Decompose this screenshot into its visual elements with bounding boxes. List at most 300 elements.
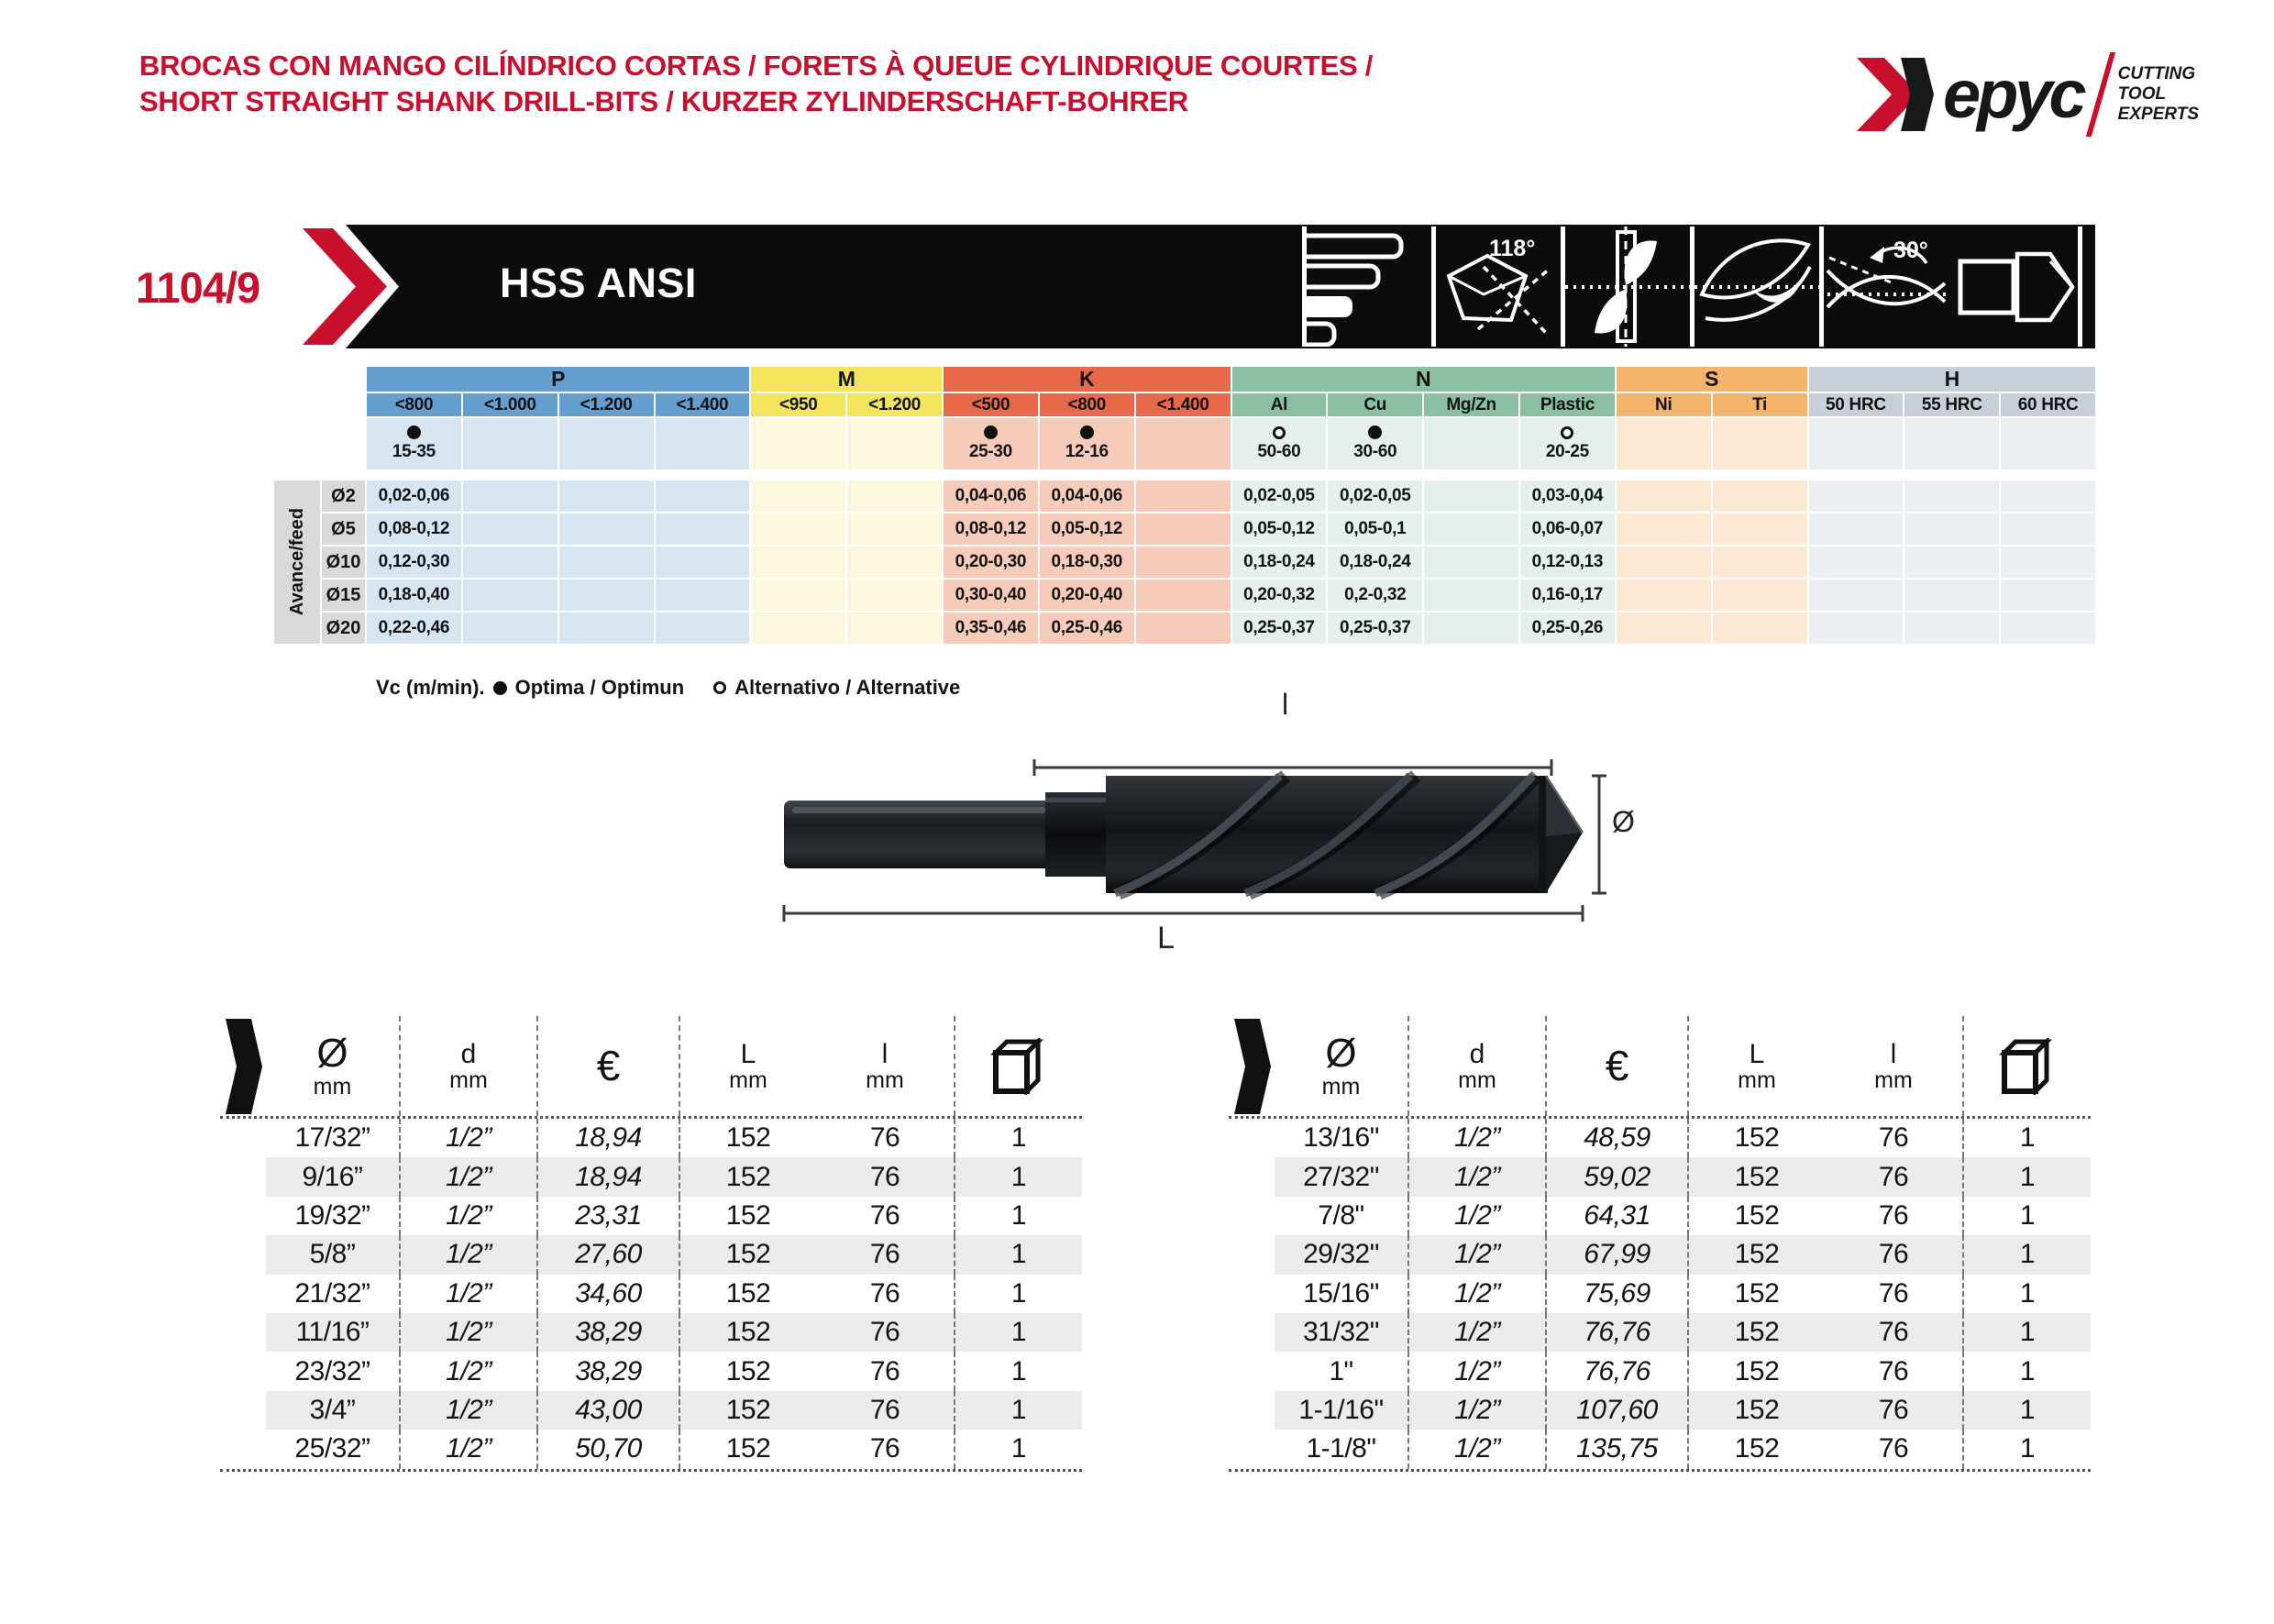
feed-cell: 0,05-0,12	[1040, 514, 1134, 545]
feed-cell	[1904, 613, 1999, 644]
page-title-line1: BROCAS CON MANGO CILÍNDRICO CORTAS / FORETS À QUEUE CYLINDRIQUE COURTES /	[139, 50, 1374, 82]
shank-value: 1/2”	[1407, 1430, 1545, 1468]
price-row	[1229, 1430, 2091, 1468]
feed-cell: 0,35-0,46	[944, 613, 1038, 644]
feed-cell	[2001, 580, 2095, 611]
feed-cell	[656, 481, 750, 512]
qty-value: 1	[954, 1275, 1082, 1313]
vc-cell	[2001, 418, 2095, 470]
feed-cell: 0,18-0,24	[1232, 547, 1327, 578]
feed-cell	[1713, 514, 1807, 545]
feed-cell	[1136, 613, 1231, 644]
flute-value: 76	[816, 1157, 954, 1196]
feed-cell: 0,30-0,40	[944, 580, 1038, 611]
flute-value: 76	[1878, 1122, 1909, 1154]
material-subheader-row	[367, 393, 2095, 416]
row-spacer	[1229, 1119, 1275, 1157]
length-value: 152	[1687, 1352, 1825, 1390]
diameter-value: 1-1/8"	[1306, 1433, 1376, 1464]
subheader-cell: <1.400	[656, 393, 750, 416]
price-row	[220, 1391, 1082, 1430]
header-chevron	[1229, 1016, 1275, 1116]
vc-cell: 50-60	[1232, 418, 1327, 470]
diameter-label-Ø20: Ø20	[322, 613, 365, 644]
diameter-value: 27/32"	[1275, 1157, 1407, 1196]
feed-cell	[1809, 580, 1904, 611]
price-value: 107,60	[1545, 1391, 1687, 1430]
price-value: 34,60	[536, 1275, 679, 1313]
subheader-cell: <1.200	[559, 393, 654, 416]
length-value: 152	[1687, 1197, 1825, 1235]
vc-cell	[463, 418, 557, 470]
feed-cell	[463, 613, 557, 644]
price-row	[220, 1430, 1082, 1468]
vc-cell	[1136, 418, 1231, 470]
price-row	[220, 1119, 1082, 1157]
row-spacer	[1229, 1391, 1275, 1430]
feed-cell: 0,25-0,26	[1520, 613, 1615, 644]
feed-cell: 0,16-0,17	[1520, 580, 1615, 611]
qty-value: 1	[954, 1391, 1082, 1430]
length-value: 152	[679, 1157, 816, 1196]
feed-cell	[1424, 481, 1518, 512]
feed-cell: 0,03-0,04	[1520, 481, 1615, 512]
header-price: €	[536, 1016, 679, 1116]
feed-cell	[656, 547, 750, 578]
feed-row	[367, 547, 2095, 578]
size-range-icon	[1307, 226, 1431, 347]
shank-value: 1/2”	[399, 1157, 536, 1196]
flute-value: 76	[1825, 1157, 1962, 1196]
header-length: L mm	[1687, 1016, 1825, 1116]
qty-value: 1	[954, 1352, 1082, 1390]
list-chevron-icon	[224, 1019, 262, 1114]
feed-cell	[1713, 580, 1807, 611]
feed-row	[367, 481, 2095, 512]
feed-cell: 0,04-0,06	[944, 481, 1038, 512]
price-row	[220, 1197, 1082, 1235]
header-shank: d mm	[399, 1016, 536, 1116]
logo-wordmark: epyc	[1943, 56, 2083, 132]
price-value: 18,94	[536, 1119, 679, 1157]
feed-cell: 0,2-0,32	[1328, 580, 1422, 611]
feed-cell: 0,22-0,46	[367, 613, 461, 644]
header-chevron	[220, 1016, 266, 1116]
feed-cell: 0,05-0,1	[1328, 514, 1422, 545]
price-row	[220, 1235, 1082, 1274]
diameter-value: 29/32"	[1275, 1235, 1407, 1274]
svg-text:118°: 118°	[1489, 236, 1536, 261]
feed-cell	[463, 547, 557, 578]
price-row	[1229, 1197, 2091, 1235]
subheader-cell: <1.400	[1136, 393, 1231, 416]
feed-cell	[559, 547, 654, 578]
logo-tagline: CUTTING TOOL EXPERTS	[2117, 64, 2200, 124]
product-name: HSS ANSI	[500, 260, 697, 306]
row-spacer	[1229, 1275, 1275, 1313]
svg-text:30°: 30°	[1893, 238, 1928, 263]
feed-cell	[751, 613, 845, 644]
feed-cell	[463, 580, 557, 611]
helix-angle-icon	[1824, 226, 1948, 347]
alternative-dot-icon	[1561, 426, 1573, 439]
row-spacer	[1229, 1197, 1275, 1235]
length-value: 152	[679, 1119, 816, 1157]
speed-legend	[376, 676, 960, 700]
header-shank: d mm	[1407, 1016, 1545, 1116]
optima-dot-icon	[493, 681, 507, 695]
feed-cell	[656, 613, 750, 644]
vc-cell	[656, 418, 750, 470]
iso-group-K: K	[944, 367, 1231, 392]
vc-cell: 15-35	[367, 418, 461, 470]
header-price: €	[1545, 1016, 1687, 1116]
feed-cell: 0,02-0,05	[1328, 481, 1422, 512]
qty-value: 1	[1962, 1235, 2091, 1274]
price-row	[220, 1313, 1082, 1352]
subheader-cell: Mg/Zn	[1424, 393, 1518, 416]
panel-divider	[1690, 226, 1694, 347]
package-qty-icon	[990, 1038, 1047, 1095]
row-spacer	[1229, 1352, 1275, 1390]
flute-value: 76	[869, 1199, 900, 1231]
feed-axis-label: Avance/feed	[274, 481, 320, 644]
vc-row	[367, 418, 2095, 470]
shank-value: 1/2”	[399, 1235, 536, 1274]
row-spacer	[220, 1119, 266, 1157]
feed-cell	[847, 580, 942, 611]
length-value: 152	[679, 1391, 816, 1430]
price-row	[220, 1352, 1082, 1390]
diameter-value: 19/32”	[294, 1199, 370, 1231]
diameter-value: 7/8"	[1318, 1199, 1364, 1231]
feed-cell: 0,12-0,13	[1520, 547, 1615, 578]
feed-cell	[1904, 481, 1999, 512]
row-spacer	[220, 1313, 266, 1352]
subheader-cell: Al	[1232, 393, 1327, 416]
feed-row	[367, 514, 2095, 545]
feed-cell: 0,02-0,05	[1232, 481, 1327, 512]
shank-value: 1/2”	[399, 1391, 536, 1430]
price-value: 27,60	[536, 1235, 679, 1274]
panel-divider	[1302, 226, 1307, 347]
price-row	[1229, 1275, 2091, 1313]
feed-cell	[656, 580, 750, 611]
diameter-label-Ø2: Ø2	[322, 481, 365, 512]
flute-value: 76	[816, 1235, 954, 1274]
speed-table	[367, 367, 2095, 646]
feed-cell	[1713, 547, 1807, 578]
flute-value: 76	[1878, 1433, 1909, 1464]
flute-profile-icon	[1694, 226, 1819, 347]
feed-cell	[847, 481, 942, 512]
optima-dot-icon	[1080, 425, 1094, 439]
qty-value: 1	[1962, 1391, 2091, 1430]
feed-cell	[2001, 547, 2095, 578]
feed-cell: 0,12-0,30	[367, 547, 461, 578]
vc-cell	[847, 418, 942, 470]
vc-cell	[1904, 418, 1999, 470]
shank-value: 1/2”	[399, 1119, 536, 1157]
diameter-value: 25/32”	[294, 1433, 370, 1464]
header-flute: l mm	[1874, 1038, 1913, 1094]
iso-group-row	[367, 367, 2095, 392]
subheader-cell: 60 HRC	[2001, 393, 2095, 416]
feed-cell: 0,18-0,24	[1328, 547, 1422, 578]
length-value: 152	[1687, 1235, 1825, 1274]
subheader-cell: <1.200	[847, 393, 942, 416]
vc-cell	[1713, 418, 1807, 470]
brand-logo	[1857, 50, 2199, 138]
iso-group-M: M	[751, 367, 942, 392]
feed-cell	[1617, 580, 1711, 611]
feed-cell: 0,25-0,46	[1040, 613, 1134, 644]
qty-value: 1	[954, 1313, 1082, 1352]
shank-value: 1/2”	[1407, 1235, 1545, 1274]
vc-cell	[1809, 418, 1904, 470]
shank-value: 1/2”	[1407, 1157, 1545, 1196]
price-table-left	[220, 1016, 1082, 1472]
length-value: 152	[679, 1275, 816, 1313]
header-diameter: Ø mm	[1321, 1031, 1361, 1100]
flute-value: 76	[1825, 1313, 1962, 1352]
header-flute: l mm	[866, 1038, 904, 1094]
header-qty	[1962, 1016, 2091, 1116]
qty-value: 1	[954, 1430, 1082, 1468]
feed-cell	[1713, 481, 1807, 512]
vc-cell: 20-25	[1520, 418, 1615, 470]
shank-value: 1/2”	[1407, 1352, 1545, 1390]
qty-value: 1	[1962, 1430, 2091, 1468]
feed-cell	[1617, 547, 1711, 578]
price-value: 59,02	[1545, 1157, 1687, 1196]
diameter-value: 13/16"	[1303, 1122, 1379, 1154]
alternative-dot-icon	[1273, 426, 1286, 439]
shank-value: 1/2”	[399, 1352, 536, 1390]
vc-cell	[559, 418, 654, 470]
subheader-cell: Ni	[1617, 393, 1711, 416]
optima-dot-icon	[1368, 425, 1382, 439]
feed-cell	[1713, 613, 1807, 644]
flute-value: 76	[869, 1277, 900, 1309]
vc-cell	[1617, 418, 1711, 470]
subheader-cell: <950	[751, 393, 845, 416]
price-value: 76,76	[1545, 1352, 1687, 1390]
subheader-cell: 55 HRC	[1904, 393, 1999, 416]
feed-cell	[1904, 514, 1999, 545]
qty-value: 1	[1962, 1352, 2091, 1390]
feed-cell	[847, 547, 942, 578]
feed-cell	[1424, 613, 1518, 644]
row-spacer	[220, 1197, 266, 1235]
feed-cell: 0,04-0,06	[1040, 481, 1134, 512]
shank-value: 1/2”	[399, 1275, 536, 1313]
length-value: 152	[1687, 1430, 1825, 1468]
flute-value: 76	[1878, 1277, 1909, 1309]
feed-cell	[463, 514, 557, 545]
feed-cell: 0,18-0,30	[1040, 547, 1134, 578]
diameter-value: 1"	[1329, 1355, 1353, 1386]
price-header-right	[1229, 1016, 2091, 1119]
feed-cell	[656, 514, 750, 545]
diameter-value: 11/16”	[266, 1313, 399, 1352]
row-spacer	[220, 1235, 266, 1274]
feed-cell: 0,08-0,12	[944, 514, 1038, 545]
row-spacer	[1229, 1157, 1275, 1196]
logo-slash	[2085, 52, 2114, 137]
feed-cell	[559, 481, 654, 512]
subheader-cell: <500	[944, 393, 1038, 416]
feed-cell: 0,20-0,40	[1040, 580, 1134, 611]
price-header-left	[220, 1016, 1082, 1119]
feed-cell	[751, 514, 845, 545]
feed-cell	[2001, 514, 2095, 545]
vc-cell: 30-60	[1328, 418, 1422, 470]
iso-group-P: P	[367, 367, 749, 392]
feed-cell: 0,06-0,07	[1520, 514, 1615, 545]
subheader-cell: <800	[1040, 393, 1134, 416]
feed-cell	[847, 514, 942, 545]
flute-value: 76	[1878, 1355, 1909, 1386]
feed-cell	[463, 481, 557, 512]
flute-length-label: l	[1282, 688, 1289, 721]
legend-alternative: Alternativo / Alternative	[734, 676, 961, 699]
diameter-value: 5/8”	[266, 1235, 399, 1274]
price-value: 43,00	[536, 1391, 679, 1430]
qty-value: 1	[1962, 1119, 2091, 1157]
shank-value: 1/2”	[1407, 1197, 1545, 1235]
total-length-label: L	[1157, 921, 1175, 956]
length-value: 152	[1687, 1313, 1825, 1352]
row-spacer	[1229, 1235, 1275, 1274]
feed-cell	[2001, 613, 2095, 644]
feed-cell: 0,25-0,37	[1232, 613, 1327, 644]
row-spacer	[220, 1430, 266, 1468]
vc-cell	[1424, 418, 1518, 470]
price-row	[1229, 1119, 2091, 1157]
price-value: 135,75	[1545, 1430, 1687, 1468]
diameter-value: 17/32”	[294, 1122, 370, 1154]
vc-cell: 12-16	[1040, 418, 1134, 470]
feed-cell	[1617, 514, 1711, 545]
diameter-label-Ø10: Ø10	[322, 547, 365, 578]
feed-cell	[1424, 580, 1518, 611]
shank-value: 1/2”	[1407, 1275, 1545, 1313]
price-value: 38,29	[536, 1313, 679, 1352]
feed-cell: 0,20-0,30	[944, 547, 1038, 578]
feed-cell	[751, 580, 845, 611]
feed-cell: 0,20-0,32	[1232, 580, 1327, 611]
feed-cell	[751, 547, 845, 578]
flute-value: 76	[816, 1391, 954, 1430]
price-value: 38,29	[536, 1352, 679, 1390]
qty-value: 1	[954, 1119, 1082, 1157]
shank-value: 1/2”	[399, 1313, 536, 1352]
subheader-cell: <1.000	[463, 393, 557, 416]
vc-cell: 25-30	[944, 418, 1038, 470]
subheader-cell: <800	[367, 393, 461, 416]
feed-cell	[1136, 580, 1231, 611]
diameter-value: 15/16"	[1303, 1277, 1379, 1309]
flute-value: 76	[1825, 1235, 1962, 1274]
diameter-label: Ø	[1612, 805, 1635, 838]
list-chevron-icon	[1232, 1019, 1271, 1114]
flute-value: 76	[1825, 1391, 1962, 1430]
row-spacer	[1229, 1430, 1275, 1468]
iso-group-H: H	[1809, 367, 2096, 392]
length-value: 152	[679, 1313, 816, 1352]
optima-dot-icon	[984, 425, 998, 439]
feed-cell	[1136, 547, 1231, 578]
shank-icon	[1953, 226, 2078, 347]
header-length: L mm	[679, 1016, 816, 1116]
feed-cell	[751, 481, 845, 512]
diameter-value: 31/32"	[1275, 1313, 1407, 1352]
panel-divider	[1431, 226, 1436, 347]
feed-cell: 0,08-0,12	[367, 514, 461, 545]
qty-value: 1	[954, 1235, 1082, 1274]
point-angle-icon	[1436, 226, 1561, 347]
price-row	[220, 1157, 1082, 1196]
logo-chevron-icon	[1857, 50, 1934, 138]
price-value: 48,59	[1545, 1119, 1687, 1157]
feed-cell	[847, 613, 942, 644]
feed-row	[367, 580, 2095, 611]
diameter-value: 21/32”	[294, 1277, 370, 1309]
feed-cell	[559, 514, 654, 545]
legend-optima: Optima / Optimun	[514, 676, 685, 699]
feed-cell	[1617, 613, 1711, 644]
page-title	[139, 48, 1373, 119]
optima-dot-icon	[407, 425, 421, 439]
feed-cell	[1136, 481, 1231, 512]
price-row	[1229, 1157, 2091, 1196]
feed-cell	[559, 613, 654, 644]
feed-cell: 0,18-0,40	[367, 580, 461, 611]
row-spacer	[220, 1391, 266, 1430]
header-diameter: Ø mm	[313, 1031, 352, 1100]
feed-cell	[1136, 514, 1231, 545]
package-qty-icon	[1999, 1038, 2056, 1095]
subheader-cell: 50 HRC	[1809, 393, 1904, 416]
diameter-value: 23/32”	[294, 1355, 370, 1386]
price-value: 76,76	[1545, 1313, 1687, 1352]
qty-value: 1	[1962, 1313, 2091, 1352]
feed-cell	[1424, 547, 1518, 578]
feed-cell	[1809, 481, 1904, 512]
legend-vc: Vc (m/min).	[376, 676, 485, 699]
row-spacer	[220, 1275, 266, 1313]
flute-value: 76	[869, 1355, 900, 1386]
header-qty	[954, 1016, 1082, 1116]
subheader-cell: Cu	[1328, 393, 1422, 416]
feed-cell	[1904, 580, 1999, 611]
length-value: 152	[679, 1235, 816, 1274]
length-value: 152	[679, 1197, 816, 1235]
length-value: 152	[1687, 1275, 1825, 1313]
price-row	[1229, 1313, 2091, 1352]
iso-group-N: N	[1232, 367, 1615, 392]
subheader-cell: Plastic	[1520, 393, 1615, 416]
product-code: 1104/9	[136, 263, 260, 312]
qty-value: 1	[1962, 1157, 2091, 1196]
feed-cell	[1617, 481, 1711, 512]
feed-cell: 0,02-0,06	[367, 481, 461, 512]
feed-cell	[2001, 481, 2095, 512]
shank-value: 1/2”	[1407, 1313, 1545, 1352]
diameter-value: 1-1/16"	[1275, 1391, 1407, 1430]
shank-value: 1/2”	[399, 1197, 536, 1235]
